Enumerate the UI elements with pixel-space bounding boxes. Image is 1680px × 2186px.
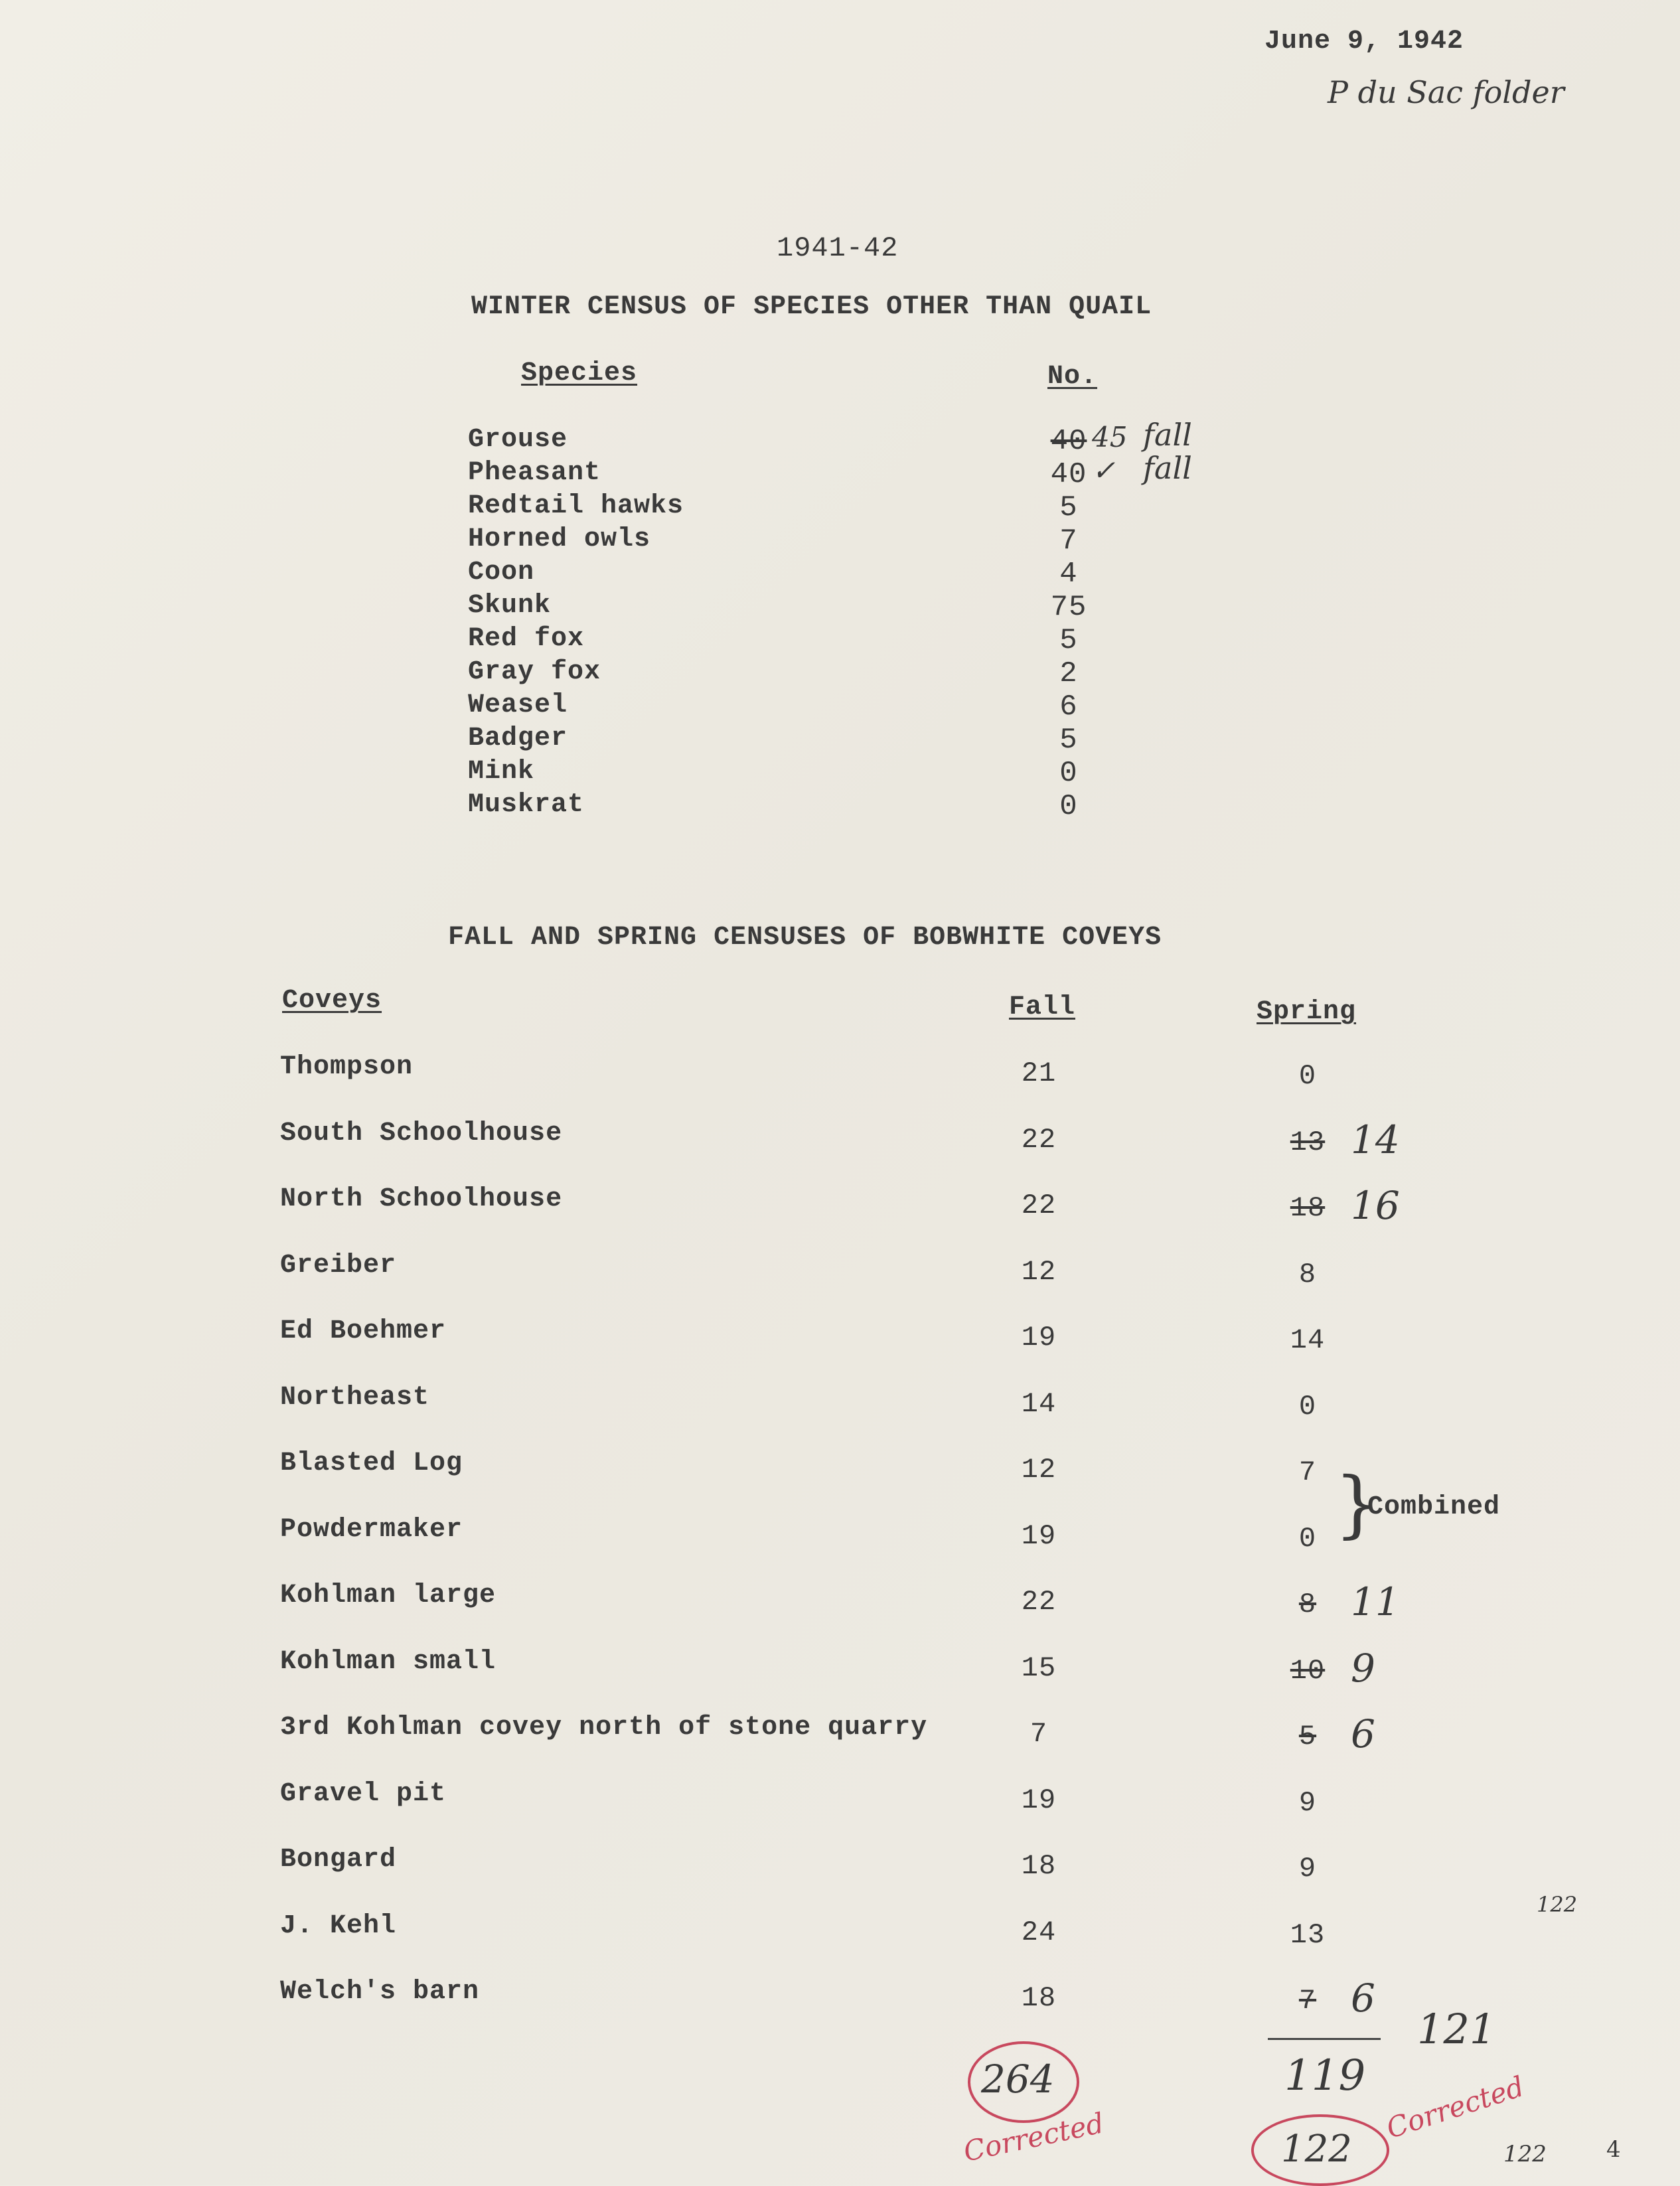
- covey-fall-count: 12: [1021, 1454, 1057, 1486]
- covey-spring-correction: 14: [1351, 1117, 1400, 1162]
- species-count: 0: [1059, 757, 1078, 790]
- species-name: Badger: [468, 724, 568, 753]
- covey-fall-count: 14: [1021, 1387, 1057, 1420]
- species-count: 5: [1059, 491, 1078, 524]
- covey-fall-count: 19: [1021, 1322, 1057, 1354]
- covey-fall-count: 19: [1021, 1520, 1057, 1552]
- species-count: 75: [1050, 591, 1087, 624]
- covey-spring-count: 9: [1298, 1853, 1317, 1885]
- covey-fall-count: 22: [1021, 1586, 1057, 1618]
- folder-note: P du Sac folder: [1328, 74, 1565, 110]
- covey-spring-count: 10: [1290, 1654, 1326, 1687]
- combined-bracket: }: [1334, 1461, 1381, 1546]
- covey-fall-count: 22: [1021, 1190, 1057, 1221]
- species-name: Coon: [468, 558, 535, 587]
- covey-name: Powdermaker: [280, 1514, 463, 1545]
- col-coveys: Coveys: [282, 986, 382, 1016]
- species-name: Red fox: [468, 624, 585, 654]
- bobwhite-census-title: FALL AND SPRING CENSUSES OF BOBWHITE COVEYS: [448, 923, 1162, 953]
- covey-spring-count: 7: [1298, 1985, 1317, 2017]
- covey-fall-count: 19: [1021, 1784, 1057, 1816]
- species-name: Muskrat: [468, 790, 585, 820]
- covey-fall-count: 24: [1021, 1916, 1057, 1948]
- total-rule: [1268, 2038, 1381, 2040]
- species-count: 5: [1059, 724, 1078, 757]
- spring-total-corrected: 122: [1281, 2128, 1352, 2171]
- species-name: Mink: [468, 757, 535, 787]
- covey-spring-correction: 11: [1351, 1579, 1400, 1624]
- covey-spring-correction: 6: [1351, 1711, 1375, 1757]
- species-name: Grouse: [468, 425, 568, 455]
- col-fall: Fall: [1009, 992, 1076, 1022]
- covey-spring-count: 7: [1298, 1456, 1317, 1488]
- covey-spring-count: 9: [1298, 1786, 1317, 1819]
- covey-spring-count: 0: [1298, 1390, 1317, 1423]
- covey-fall-count: 15: [1021, 1652, 1057, 1684]
- col-species: Species: [521, 358, 638, 388]
- covey-name: Bongard: [280, 1845, 397, 1875]
- covey-name: Blasted Log: [280, 1448, 463, 1478]
- fall-corrected-label: Corrected: [960, 2106, 1107, 2168]
- page-number: 4: [1606, 2136, 1621, 2163]
- species-count: 7: [1059, 524, 1078, 558]
- spring-total-alt: 121: [1417, 2005, 1496, 2053]
- spring-corrected-label: Corrected: [1382, 2070, 1528, 2145]
- species-count-correction: 45: [1092, 421, 1128, 453]
- covey-spring-count: 8: [1298, 1589, 1317, 1620]
- covey-spring-correction: 9: [1351, 1645, 1375, 1691]
- covey-spring-count: 0: [1298, 1060, 1317, 1092]
- covey-name: South Schoolhouse: [280, 1118, 563, 1148]
- covey-name: Ed Boehmer: [280, 1316, 447, 1346]
- covey-name: Northeast: [280, 1382, 430, 1413]
- covey-spring-count: 13: [1290, 1126, 1326, 1158]
- species-count: 40: [1050, 458, 1087, 491]
- fall-total: 264: [981, 2057, 1055, 2102]
- covey-fall-count: 21: [1021, 1057, 1057, 1089]
- winter-census-title: WINTER CENSUS OF SPECIES OTHER THAN QUAIL: [471, 292, 1152, 322]
- spring-total: 119: [1284, 2051, 1366, 2100]
- species-count: 2: [1059, 657, 1078, 690]
- covey-spring-count: 14: [1290, 1324, 1326, 1356]
- species-name: Redtail hawks: [468, 491, 684, 521]
- covey-name: Gravel pit: [280, 1778, 447, 1809]
- species-count: 0: [1059, 790, 1078, 823]
- species-count-correction: ✓: [1092, 454, 1116, 487]
- covey-name: 3rd Kohlman covey north of stone quarry: [280, 1713, 928, 1743]
- margin-note-2: 122: [1503, 2141, 1547, 2167]
- margin-note-1: 122: [1537, 1892, 1578, 1917]
- census-year: 1941-42: [777, 232, 899, 264]
- covey-name: Welch's barn: [280, 1977, 480, 2007]
- covey-name: Kohlman small: [280, 1646, 496, 1677]
- covey-fall-count: 18: [1021, 1982, 1057, 2014]
- species-name: Weasel: [468, 690, 568, 720]
- covey-spring-correction: 6: [1351, 1976, 1375, 2021]
- covey-name: Kohlman large: [280, 1581, 496, 1610]
- species-count: 4: [1059, 558, 1078, 591]
- covey-spring-count: 8: [1298, 1258, 1317, 1290]
- document-date: June 9, 1942: [1264, 27, 1464, 56]
- combined-label: Combined: [1367, 1492, 1501, 1522]
- species-name: Gray fox: [468, 657, 601, 687]
- covey-fall-count: 12: [1021, 1255, 1057, 1288]
- covey-spring-correction: 16: [1351, 1183, 1400, 1228]
- covey-spring-count: 18: [1290, 1192, 1326, 1224]
- species-name: Horned owls: [468, 524, 651, 554]
- covey-name: Thompson: [280, 1052, 414, 1082]
- species-count-note: fall: [1143, 417, 1192, 453]
- species-count: 5: [1059, 624, 1078, 657]
- species-name: Skunk: [468, 591, 552, 621]
- species-count-note: fall: [1143, 450, 1192, 486]
- covey-fall-count: 7: [1030, 1718, 1048, 1750]
- covey-name: Greiber: [280, 1250, 397, 1281]
- species-count: 6: [1059, 690, 1078, 724]
- covey-fall-count: 22: [1021, 1123, 1057, 1156]
- species-name: Pheasant: [468, 458, 601, 488]
- species-count: 40: [1050, 425, 1087, 458]
- col-no: No.: [1047, 362, 1098, 392]
- covey-spring-count: 13: [1290, 1918, 1326, 1951]
- covey-name: J. Kehl: [280, 1911, 397, 1941]
- covey-spring-count: 5: [1298, 1721, 1317, 1753]
- covey-fall-count: 18: [1021, 1850, 1057, 1882]
- covey-spring-count: 0: [1298, 1522, 1317, 1555]
- col-spring: Spring: [1257, 997, 1357, 1027]
- covey-name: North Schoolhouse: [280, 1184, 563, 1214]
